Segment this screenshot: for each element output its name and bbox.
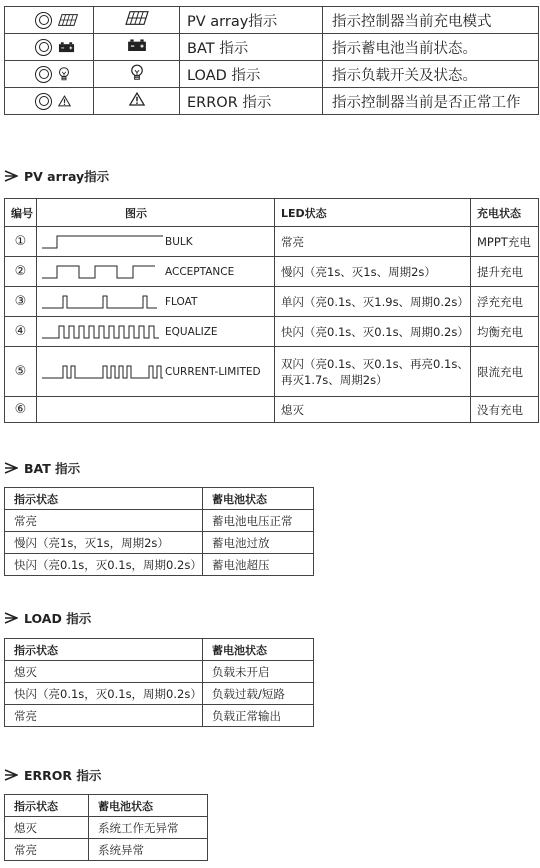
load-table (4, 638, 314, 727)
legend-name: BAT 指示 (180, 34, 323, 61)
indicator-state: 熄灭 (5, 817, 89, 839)
battery-state: 蓄电池过放 (203, 532, 314, 554)
led-state (275, 347, 471, 397)
indicator-state: 快闪（亮0.1s，灭0.1s，周期0.2s） (5, 683, 203, 705)
waveform-float (41, 294, 165, 310)
battery-icon (58, 41, 75, 53)
pv-title: PV array指示 (24, 169, 110, 184)
header-battery: 蓄电池状态 (89, 795, 208, 817)
pv-row (5, 227, 539, 257)
row-num: ⑥ (5, 397, 37, 423)
row-num: ① (5, 227, 37, 257)
header-charge: 充电状态 (471, 199, 539, 227)
bat-header-row (5, 488, 314, 510)
header-status: 指示状态 (5, 795, 89, 817)
warning-icon (129, 92, 145, 106)
error-header-row (5, 795, 208, 817)
led-state-line: 双闪（亮0.1s、灭0.1s、再亮0.1s、 (281, 356, 469, 371)
led-cell (5, 61, 94, 88)
header-pic: 图示 (37, 199, 275, 227)
bat-row (5, 532, 314, 554)
legend-row-bat (5, 34, 539, 61)
load-row (5, 683, 314, 705)
pv-row (5, 287, 539, 317)
waveform-bulk (41, 234, 165, 250)
charge-state: 限流充电 (471, 347, 539, 397)
solar-panel-icon (58, 14, 78, 26)
pv-heading (4, 167, 109, 185)
indicator-state: 常亮 (5, 839, 89, 861)
header-led: LED状态 (275, 199, 471, 227)
battery-state: 蓄电池电压正常 (203, 510, 314, 532)
led-state: 熄灭 (275, 397, 471, 423)
led-ring-icon (35, 93, 52, 110)
legend-desc: 指示负载开关及状态。 (323, 61, 539, 88)
wave-label: CURRENT-LIMITED (165, 365, 261, 378)
load-title: LOAD 指示 (24, 611, 92, 626)
legend-name: ERROR 指示 (180, 88, 323, 115)
load-row (5, 705, 314, 727)
pv-row (5, 257, 539, 287)
legend-desc: 指示控制器当前充电模式 (323, 7, 539, 34)
pv-row (5, 317, 539, 347)
battery-icon (127, 38, 147, 52)
indicator-state: 熄灭 (5, 661, 203, 683)
load-header-row (5, 639, 314, 661)
wave-cell (37, 347, 275, 397)
wave-label: BULK (165, 235, 193, 248)
waveform-acceptance (41, 264, 165, 280)
charge-state: 提升充电 (471, 257, 539, 287)
led-cell (5, 88, 94, 115)
row-num: ③ (5, 287, 37, 317)
charge-state: 浮充充电 (471, 287, 539, 317)
legend-desc: 指示蓄电池当前状态。 (323, 34, 539, 61)
wave-cell (37, 397, 275, 423)
led-cell (5, 7, 94, 34)
icon-cell (94, 61, 180, 88)
wave-cell (37, 287, 275, 317)
legend-name: PV array指示 (180, 7, 323, 34)
header-status: 指示状态 (5, 488, 203, 510)
bulb-icon (58, 67, 70, 81)
legend-name: LOAD 指示 (180, 61, 323, 88)
error-heading (4, 766, 101, 784)
wave-label: ACCEPTANCE (165, 265, 235, 278)
error-row (5, 817, 208, 839)
led-cell (5, 34, 94, 61)
charge-state: 没有充电 (471, 397, 539, 423)
arrow-right-icon (4, 612, 18, 624)
load-state: 负载过载/短路 (203, 683, 314, 705)
header-status: 指示状态 (5, 639, 203, 661)
pv-table (4, 198, 539, 423)
load-row (5, 661, 314, 683)
led-ring-icon (35, 12, 52, 29)
bat-heading (4, 459, 80, 477)
warning-icon (58, 95, 71, 107)
arrow-right-icon (4, 462, 18, 474)
pv-row (5, 347, 539, 397)
led-ring-icon (35, 39, 52, 56)
pv-header-row (5, 199, 539, 227)
led-state: 单闪（亮0.1s、灭1.9s、周期0.2s） (275, 287, 471, 317)
led-state-line: 再灭1.7s、周期2s） (281, 372, 388, 387)
legend-row-pv (5, 7, 539, 34)
arrow-right-icon (4, 769, 18, 781)
legend-row-load (5, 61, 539, 88)
header-num: 编号 (5, 199, 37, 227)
charge-state: MPPT充电 (471, 227, 539, 257)
icon-cell (94, 34, 180, 61)
row-num: ⑤ (5, 347, 37, 397)
pv-row (5, 397, 539, 423)
waveform-current-limited (41, 364, 165, 380)
icon-cell (94, 7, 180, 34)
load-heading (4, 609, 91, 627)
indicator-state: 快闪（亮0.1s，灭0.1s，周期0.2s） (5, 554, 203, 576)
error-row (5, 839, 208, 861)
header-battery: 蓄电池状态 (203, 639, 314, 661)
load-state: 负载正常输出 (203, 705, 314, 727)
solar-panel-icon (125, 11, 149, 25)
indicator-state: 常亮 (5, 510, 203, 532)
wave-cell (37, 317, 275, 347)
wave-label: FLOAT (165, 295, 198, 308)
bat-table (4, 487, 314, 576)
led-state: 快闪（亮0.1s、灭0.1s、周期0.2s） (275, 317, 471, 347)
icon-cell (94, 88, 180, 115)
error-title: ERROR 指示 (24, 768, 102, 783)
led-state: 常亮 (275, 227, 471, 257)
legend-desc: 指示控制器当前是否正常工作 (323, 88, 539, 115)
wave-cell (37, 257, 275, 287)
system-state: 系统工作无异常 (89, 817, 208, 839)
bulb-icon (130, 64, 144, 81)
waveform-equalize (41, 324, 165, 340)
row-num: ② (5, 257, 37, 287)
battery-state: 蓄电池超压 (203, 554, 314, 576)
bat-row (5, 554, 314, 576)
error-table (4, 794, 208, 861)
header-battery: 蓄电池状态 (203, 488, 314, 510)
load-state: 负载未开启 (203, 661, 314, 683)
wave-cell (37, 227, 275, 257)
bat-title: BAT 指示 (24, 461, 81, 476)
system-state: 系统异常 (89, 839, 208, 861)
arrow-right-icon (4, 170, 18, 182)
wave-label: EQUALIZE (165, 325, 218, 338)
indicator-legend-table (4, 6, 539, 115)
indicator-state: 慢闪（亮1s，灭1s，周期2s） (5, 532, 203, 554)
legend-row-error (5, 88, 539, 115)
bat-row (5, 510, 314, 532)
charge-state: 均衡充电 (471, 317, 539, 347)
led-ring-icon (35, 66, 52, 83)
led-state: 慢闪（亮1s、灭1s、周期2s） (275, 257, 471, 287)
indicator-state: 常亮 (5, 705, 203, 727)
row-num: ④ (5, 317, 37, 347)
